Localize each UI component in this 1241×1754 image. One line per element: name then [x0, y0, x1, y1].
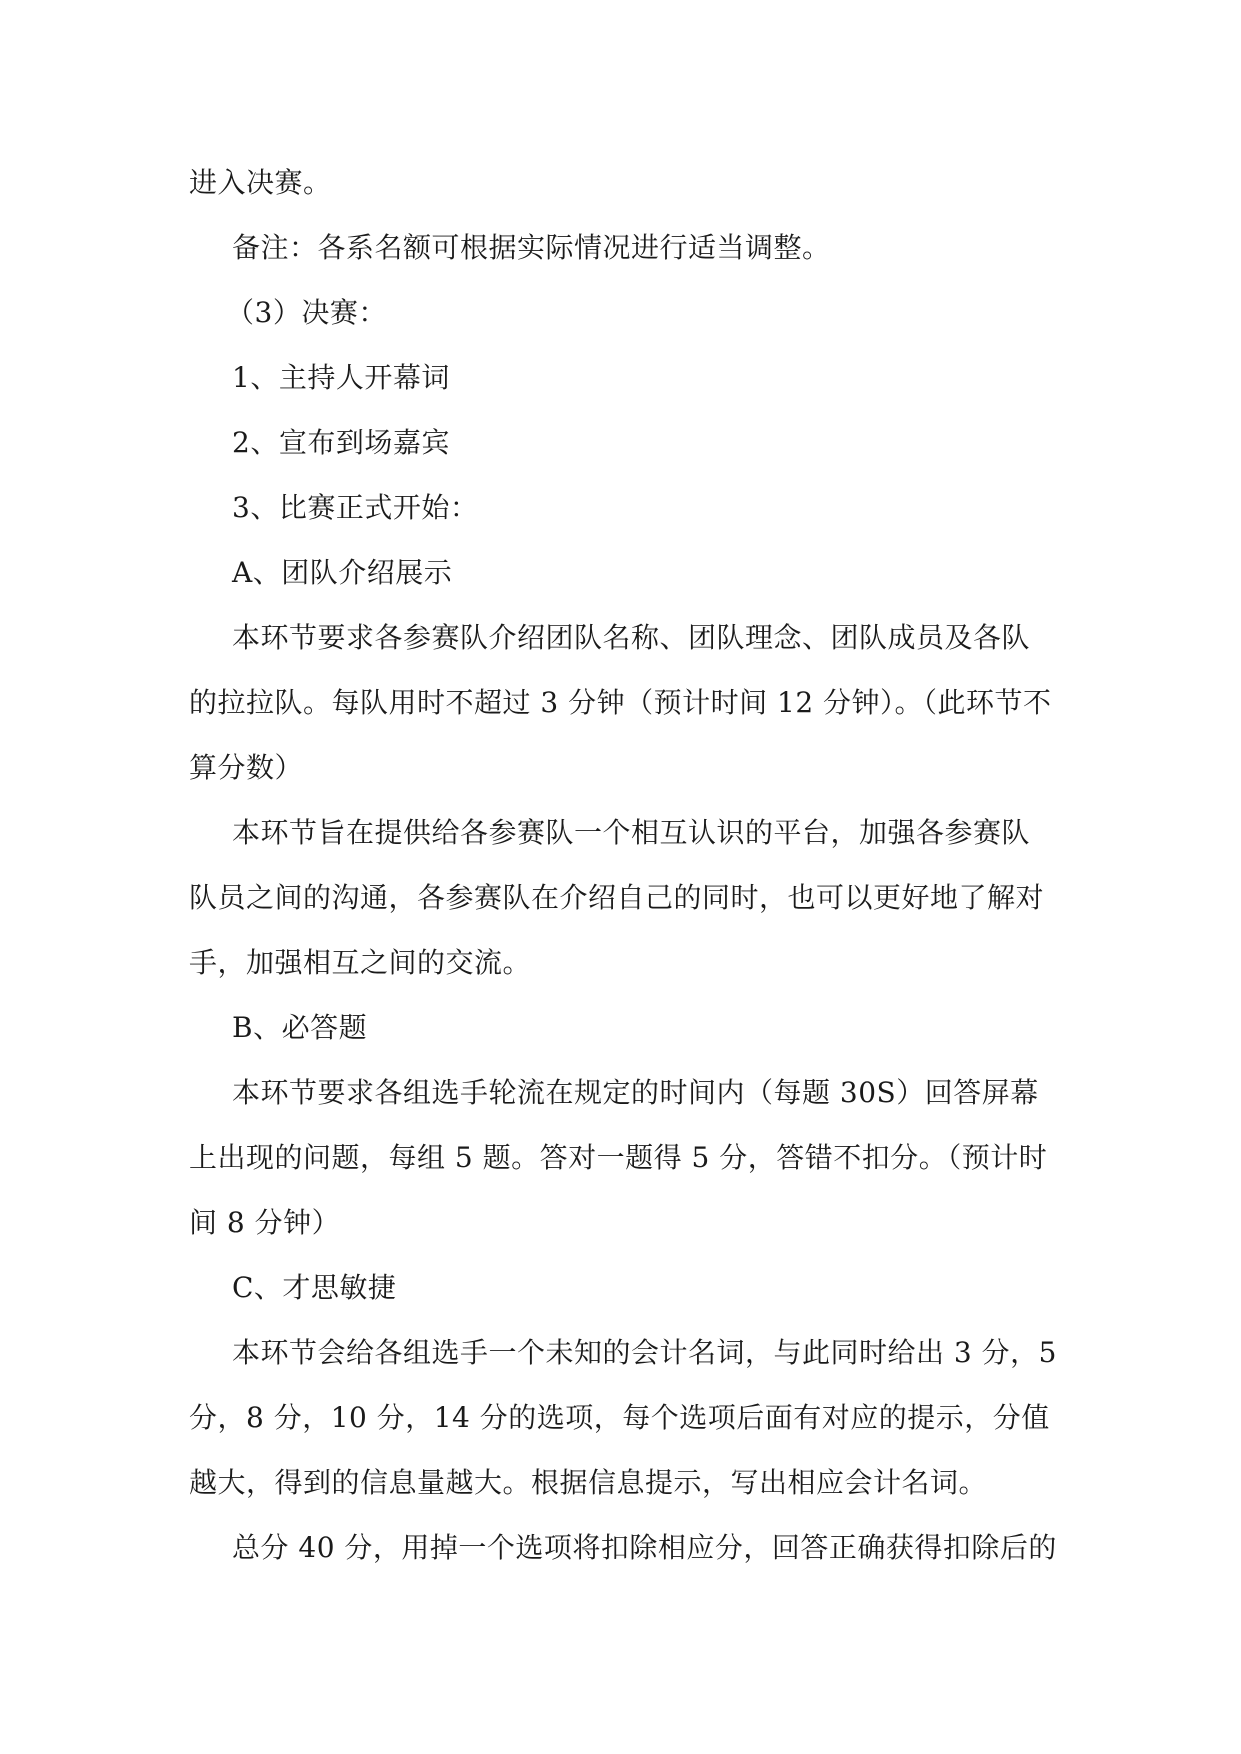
text-line: 进入决赛。	[189, 166, 332, 199]
subsection-heading: A、团队介绍展示	[232, 556, 453, 589]
list-item: 1、主持人开幕词	[232, 361, 450, 394]
subsection-heading: B、必答题	[232, 1011, 368, 1044]
paragraph-line: 的拉拉队。每队用时不超过 3 分钟（预计时间 12 分钟）。（此环节不	[189, 686, 1052, 719]
paragraph-line: 上出现的问题，每组 5 题。答对一题得 5 分，答错不扣分。（预计时	[189, 1141, 1048, 1174]
paragraph-line: 本环节要求各组选手轮流在规定的时间内（每题 30S）回答屏幕	[232, 1076, 1039, 1109]
paragraph-line: 本环节旨在提供给各参赛队一个相互认识的平台，加强各参赛队	[232, 816, 1031, 849]
list-item: 2、宣布到场嘉宾	[232, 426, 450, 459]
paragraph-line: 越大，得到的信息量越大。根据信息提示，写出相应会计名词。	[189, 1466, 988, 1499]
section-heading: （3）决赛：	[226, 296, 387, 329]
paragraph-line: 分，8 分，10 分，14 分的选项，每个选项后面有对应的提示，分值	[189, 1401, 1050, 1434]
subsection-heading: C、才思敏捷	[232, 1271, 397, 1304]
paragraph-line: 本环节会给各组选手一个未知的会计名词，与此同时给出 3 分，5	[232, 1336, 1057, 1369]
list-item: 3、比赛正式开始：	[232, 491, 479, 524]
paragraph-line: 总分 40 分，用掉一个选项将扣除相应分，回答正确获得扣除后的	[232, 1531, 1057, 1564]
paragraph-line: 队员之间的沟通，各参赛队在介绍自己的同时，也可以更好地了解对	[189, 881, 1045, 914]
paragraph-line: 本环节要求各参赛队介绍团队名称、团队理念、团队成员及各队	[232, 621, 1031, 654]
paragraph-line: 手，加强相互之间的交流。	[189, 946, 532, 979]
paragraph-line: 算分数）	[189, 751, 304, 784]
paragraph-line: 间 8 分钟）	[189, 1206, 341, 1239]
remark-line: 备注：各系名额可根据实际情况进行适当调整。	[232, 231, 831, 264]
